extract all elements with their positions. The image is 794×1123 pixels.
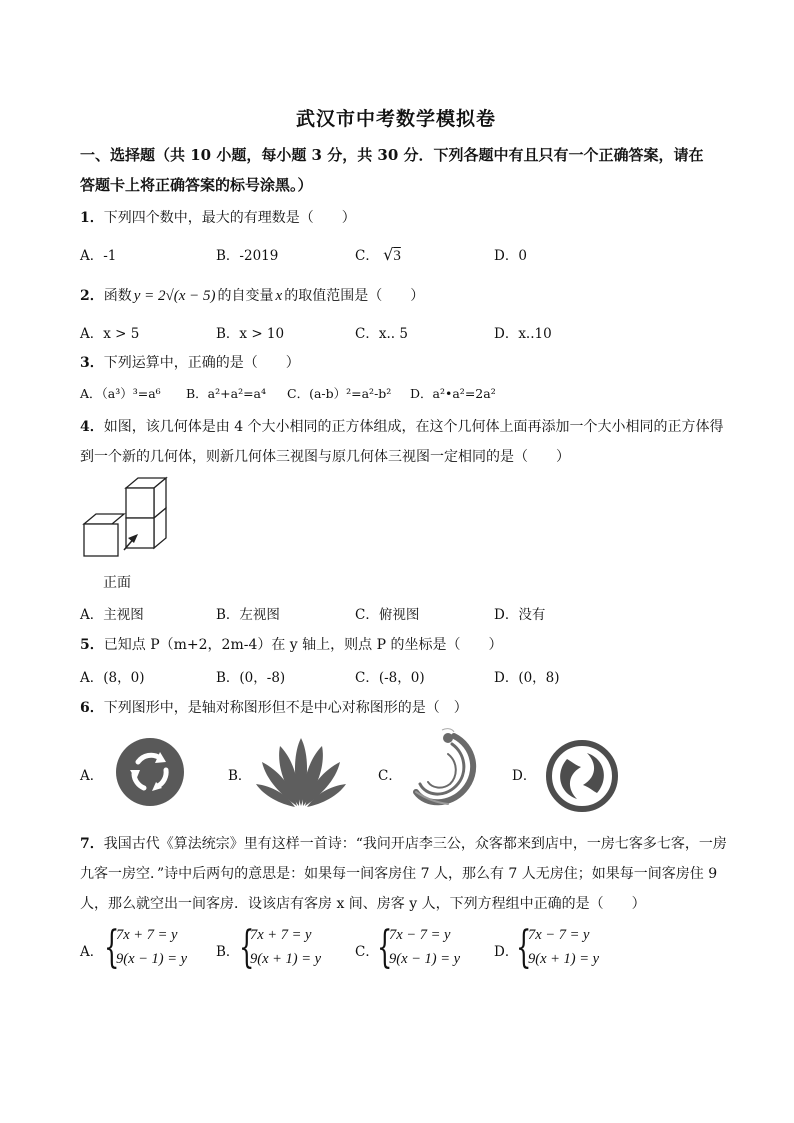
question-text: 已知点 P（m+2，2m-4）在 y 轴上，则点 P 的坐标是（ ）	[103, 637, 503, 653]
q3-option-b[interactable]: B．a²+a²=a⁴	[186, 386, 267, 401]
equation-1: 7x + 7 = y	[116, 927, 178, 943]
q7-option-c[interactable]	[355, 922, 485, 974]
question-7-line1	[80, 833, 727, 853]
equation-1: 7x − 7 = y	[528, 927, 590, 943]
q5-option-b[interactable]: B．(0，-8)	[216, 670, 286, 686]
q4-option-b[interactable]: B．左视图	[216, 607, 280, 623]
q5-option-c[interactable]: C．(-8，0)	[355, 670, 425, 686]
question-2	[80, 285, 424, 305]
equation-2: 9(x + 1) = y	[528, 951, 600, 967]
question-number: 1．	[80, 210, 104, 226]
question-number: 4．	[80, 419, 104, 435]
question-5	[80, 634, 502, 654]
q3-option-c[interactable]: C．(a-b）²=a²-b²	[287, 386, 392, 401]
equation-1: 7x + 7 = y	[250, 927, 312, 943]
q2-option-d[interactable]: D．x..10	[494, 326, 552, 342]
question-1	[80, 207, 356, 227]
question-number: 7．	[80, 836, 104, 852]
equation-1: 7x − 7 = y	[389, 927, 451, 943]
q2-option-b[interactable]: B．x > 10	[216, 326, 285, 342]
option-label: D．	[494, 944, 519, 960]
question-text: 我国古代《算法统宗》里有这样一首诗：“我问开店李三公，众客都来到店中，一房七客多七客，一房	[103, 836, 727, 852]
q3-option-a[interactable]: A．（a³）³=a⁶	[80, 386, 161, 401]
question-number: 6．	[80, 700, 104, 716]
q1-option-b[interactable]: B．-2019	[216, 248, 279, 264]
petal-logo-icon	[254, 736, 348, 808]
question-text: 下列运算中，正确的是（ ）	[103, 355, 300, 371]
question-6	[80, 697, 468, 717]
question-4-line1	[80, 416, 724, 436]
sqrt-radicand: 3	[393, 248, 401, 264]
q6-option-a[interactable]: A．	[80, 768, 104, 784]
section-header-line2: 答题卡上将正确答案的标号涂黑。）	[80, 176, 313, 194]
q4-option-a[interactable]: A．主视图	[80, 607, 144, 623]
question-number: 3．	[80, 355, 104, 371]
q2-option-c[interactable]: C．x.. 5	[355, 326, 408, 342]
function-formula: y = 2√(x − 5)	[133, 288, 216, 304]
q6-option-d[interactable]: D．	[512, 768, 537, 784]
variable: x	[275, 288, 283, 304]
q7-option-a[interactable]	[80, 922, 210, 974]
question-text: 如图，该几何体是由 4 个大小相同的正方体组成，在这个几何体上面再添加一个大小相同的正方体得	[103, 419, 724, 435]
figure-label-front: 正面	[103, 575, 131, 591]
cubes-figure	[80, 476, 180, 566]
brace-symbol: {	[516, 922, 532, 973]
section-header-line1: 一、选择题（共 10 小题，每小题 3 分，共 30 分．下列各题中有且只有一个正确答案，请在	[80, 146, 704, 164]
question-7-line3: 人，那么就空出一间客房．设该店有客房 x 间、房客 y 人，下列方程组中正确的是（ ）	[80, 896, 646, 912]
question-text: 下列四个数中，最大的有理数是（ ）	[103, 210, 356, 226]
option-label: C．	[355, 248, 379, 264]
brace-symbol: {	[377, 922, 393, 973]
option-label: A．	[80, 944, 104, 960]
question-number: 2．	[80, 288, 104, 304]
question-4-line2: 到一个新的几何体，则新几何体三视图与原几何体三视图一定相同的是（ ）	[80, 449, 570, 465]
q3-option-d[interactable]: D．a²•a²=2a²	[410, 386, 496, 401]
q7-option-d[interactable]	[494, 922, 624, 974]
equation-2: 9(x − 1) = y	[116, 951, 188, 967]
q1-option-a[interactable]: A．-1	[80, 248, 117, 264]
question-text-post: 的取值范围是（ ）	[284, 288, 425, 304]
q7-option-b[interactable]	[216, 922, 346, 974]
q4-option-c[interactable]: C．俯视图	[355, 607, 420, 623]
option-label: C．	[355, 944, 379, 960]
brace-symbol: {	[104, 922, 120, 973]
question-text-mid: 的自变量	[217, 288, 274, 304]
page-title: 武汉市中考数学模拟卷	[296, 108, 497, 130]
question-7-line2: 九客一房空．”诗中后两句的意思是：如果每一间客房住 7 人，那么有 7 人无房住；如果每一间客房住 9	[80, 866, 718, 882]
q6-option-b[interactable]: B．	[228, 768, 252, 784]
equation-2: 9(x + 1) = y	[250, 951, 322, 967]
question-3	[80, 352, 300, 372]
q4-option-d[interactable]: D．没有	[494, 607, 546, 623]
sqrt-symbol: √	[383, 245, 394, 264]
q6-option-c[interactable]: C．	[378, 768, 402, 784]
q5-option-a[interactable]: A．(8，0)	[80, 670, 145, 686]
swirl-logo-icon	[545, 739, 619, 813]
option-label: B．	[216, 944, 240, 960]
q1-option-d[interactable]: D．0	[494, 248, 527, 264]
phoenix-logo-icon	[404, 726, 486, 812]
q2-option-a[interactable]: A．x > 5	[80, 326, 140, 342]
recycle-logo-icon	[114, 736, 186, 808]
question-text: 下列图形中，是轴对称图形但不是中心对称图形的是（ ）	[103, 700, 468, 716]
brace-symbol: {	[239, 922, 255, 973]
q1-option-c[interactable]	[355, 244, 401, 265]
question-text-pre: 函数	[103, 288, 132, 304]
equation-2: 9(x − 1) = y	[389, 951, 461, 967]
q5-option-d[interactable]: D．(0，8)	[494, 670, 560, 686]
question-number: 5．	[80, 637, 104, 653]
